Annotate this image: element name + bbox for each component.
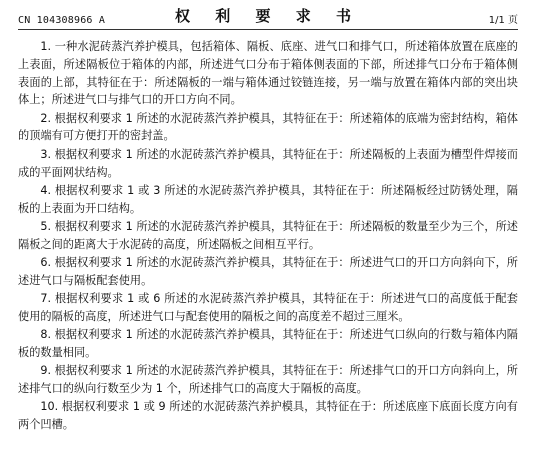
publication-number: CN 104308966 A <box>18 15 106 26</box>
claim-7: 7. 根据权利要求 1 或 6 所述的水泥砖蒸汽养护模具，其特征在于：所述进气口的高度低于配套使用的隔板的高度，所述进气口与配套使用的隔板之间的高度差不超过三厘米。 <box>18 292 518 323</box>
claim-6: 6. 根据权利要求 1 所述的水泥砖蒸汽养护模具，其特征在于：所述进气口的开口方向斜向下，所述进气口与隔板配套使用。 <box>18 256 518 287</box>
claim-8: 8. 根据权利要求 1 所述的水泥砖蒸汽养护模具，其特征在于：所述进气口纵向的行数与箱体内隔板的数量相同。 <box>18 328 518 360</box>
claim-9: 9. 根据权利要求 1 所述的水泥砖蒸汽养护模具，其特征在于：所述排气口的开口方向斜向上，所述排气口的纵向行数至少为 1 个，所述排气口的高度大于隔板的高度。 <box>18 364 518 396</box>
claim-4: 4. 根据权利要求 1 或 3 所述的水泥砖蒸汽养护模具，其特征在于：所述隔板经过防锈处理，隔板的上表面为开口结构。 <box>18 183 518 215</box>
page-header <box>18 0 518 30</box>
claim-2: 2. 根据权利要求 1 所述的水泥砖蒸汽养护模具，其特征在于：所述箱体的底端为密封结构，箱体的顶端有可方便打开的密封盖。 <box>18 111 518 143</box>
claim-1: 1. 一种水泥砖蒸汽养护模具，包括箱体、隔板、底座、进气口和排气口，所述箱体放置在底座的上表面，所述隔板位于箱体的内部，所述进气口分布于箱体侧表面的下部，所述排气口分布于箱体侧表面的上部，其特征在于：所述隔板的一端与箱体通过铰链连接，另一端与放置在箱体内部的突出块体上；所述进气口与排气口的开口方向不同。 <box>18 40 518 107</box>
claim-10: 10. 根据权利要求 1 或 9 所述的水泥砖蒸汽养护模具，其特征在于：所述底座下底面长度方向有两个凹槽。 <box>18 400 518 432</box>
claims-list <box>18 38 518 434</box>
claim-5: 5. 根据权利要求 1 所述的水泥砖蒸汽养护模具，其特征在于：所述隔板的数量至少为三个，所述隔板之间的距离大于水泥砖的高度，所述隔板之间相互平行。 <box>18 219 518 251</box>
page-number: 1/1 页 <box>488 15 518 26</box>
page-title: 权 利 要 求 书 <box>175 7 361 25</box>
claim-3: 3. 根据权利要求 1 所述的水泥砖蒸汽养护模具，其特征在于：所述隔板的上表面为槽型件焊接而成的平面网状结构。 <box>18 147 518 179</box>
